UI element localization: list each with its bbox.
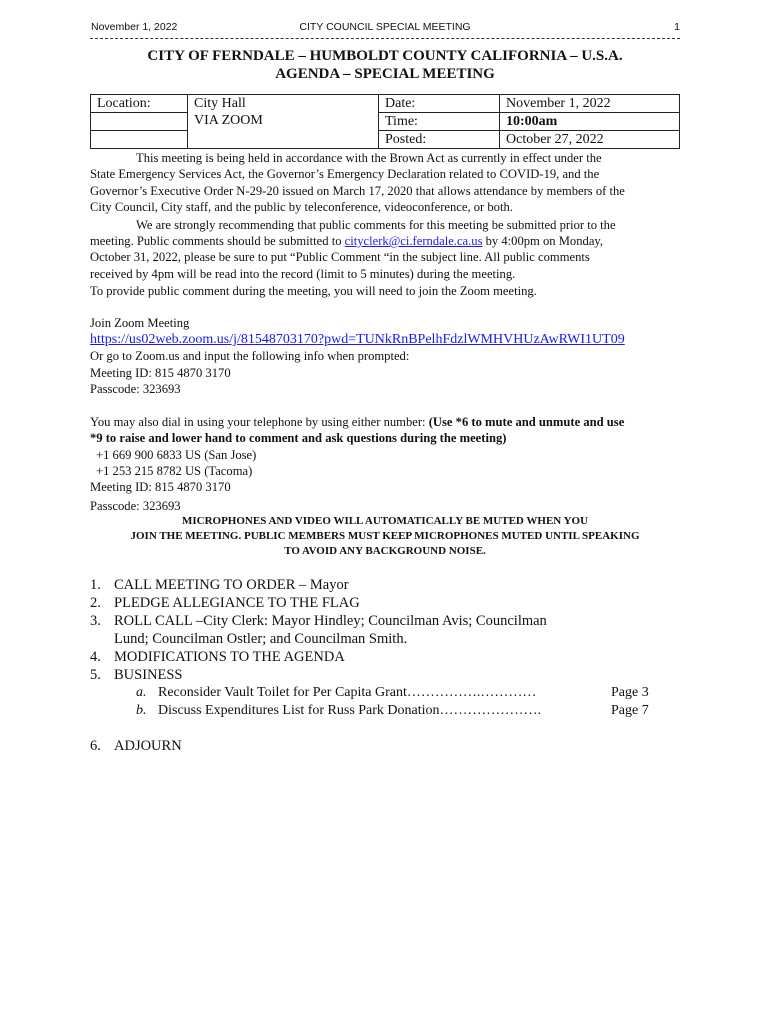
intro-p2-line-2-pre: meeting. Public comments should be submitted to <box>90 234 345 248</box>
intro-p2-line-5: To provide public comment during the meeting, you will need to join the Zoom meeting. <box>90 284 537 298</box>
document-title: CITY OF FERNDALE – HUMBOLDT COUNTY CALIFORNIA – U.S.A. <box>147 48 623 64</box>
phone-number-tacoma: +1 253 215 8782 US (Tacoma) <box>96 464 253 478</box>
intro-p2-line-2-post: by 4:00pm on Monday, <box>482 234 604 248</box>
agenda-item-2 <box>90 594 360 612</box>
posted-label: Posted: <box>379 131 500 149</box>
business-item-letter: b. <box>136 703 147 718</box>
clerk-email-link[interactable]: cityclerk@ci.ferndale.ca.us <box>344 234 483 248</box>
zoom-meeting-link[interactable]: https://us02web.zoom.us/j/81548703170?pwd=TUNkRnBPelhFdzlWMHVHUzAwRWI1UT09 <box>90 332 625 347</box>
intro-p2-line-1: We are strongly recommending that public comments for this meeting be submitted prior to the <box>136 218 616 232</box>
phone-number-san-jose: +1 669 900 6833 US (San Jose) <box>96 448 257 462</box>
meeting-details-table <box>90 94 680 149</box>
agenda-item-6 <box>90 737 182 755</box>
phone-instructions-bold: (Use *6 to mute and unmute and use <box>428 415 625 429</box>
time-value: 10:00am <box>500 113 680 131</box>
agenda-item-text: PLEDGE ALLEGIANCE TO THE FLAG <box>114 595 360 611</box>
agenda-item-text: ROLL CALL –City Clerk: Mayor Hindley; Councilman Avis; Councilman <box>114 613 547 629</box>
header-date: November 1, 2022 <box>91 21 178 33</box>
date-label: Date: <box>379 95 500 113</box>
document-subtitle: AGENDA – SPECIAL MEETING <box>275 66 495 82</box>
intro-p2-line-2 <box>90 233 603 249</box>
header-page-number: 1 <box>674 21 680 33</box>
agenda-item-number: 2. <box>90 595 101 611</box>
intro-p2-line-4: received by 4pm will be read into the record (limit to 5 minutes) during the meeting. <box>90 267 516 281</box>
intro-p1-line-2: State Emergency Services Act, the Governor’s Emergency Declaration related to COVID-19, and the <box>90 167 600 181</box>
location-blank-cell-1 <box>91 113 188 131</box>
intro-p1-line-4: City Council, City staff, and the public by teleconference, videoconference, or both. <box>90 200 513 214</box>
business-item-b-page: Page 7 <box>611 703 649 718</box>
zoom-alt-instructions: Or go to Zoom.us and input the following info when prompted: <box>90 349 410 363</box>
agenda-item-text: ADJOURN <box>114 738 182 754</box>
time-label: Time: <box>379 113 500 131</box>
date-value: November 1, 2022 <box>500 95 680 113</box>
agenda-item-text: CALL MEETING TO ORDER – Mayor <box>114 577 349 593</box>
intro-p1-line-3: Governor’s Executive Order N-29-20 issued on March 17, 2020 that allows attendance by members of the <box>90 184 625 198</box>
mute-notice-line-2: JOIN THE MEETING. PUBLIC MEMBERS MUST KEEP MICROPHONES MUTED UNTIL SPEAKING <box>130 530 640 542</box>
zoom-heading: Join Zoom Meeting <box>90 316 190 330</box>
zoom-meeting-id: Meeting ID: 815 4870 3170 <box>90 366 231 380</box>
agenda-item-3 <box>90 612 547 630</box>
agenda-item-number: 3. <box>90 613 101 629</box>
business-item-b <box>136 702 541 720</box>
header-divider <box>90 38 680 39</box>
phone-line-2: *9 to raise and lower hand to comment and ask questions during the meeting) <box>90 431 507 445</box>
location-line-1: City Hall <box>194 96 246 111</box>
agenda-item-number: 4. <box>90 649 101 665</box>
phone-passcode: Passcode: 323693 <box>90 499 181 513</box>
mute-notice-line-3: TO AVOID ANY BACKGROUND NOISE. <box>284 545 486 557</box>
business-item-a <box>136 684 536 702</box>
agenda-item-number: 1. <box>90 577 101 593</box>
agenda-item-4 <box>90 648 345 666</box>
business-item-a-page: Page 3 <box>611 685 649 700</box>
agenda-item-text: MODIFICATIONS TO THE AGENDA <box>114 649 345 665</box>
business-item-text: Discuss Expenditures List for Russ Park Donation…………………. <box>158 703 542 718</box>
phone-line-1 <box>90 414 624 430</box>
phone-intro-text: You may also dial in using your telephone by using either number: <box>90 415 429 429</box>
agenda-item-text: BUSINESS <box>114 667 183 683</box>
agenda-item-3-continued: Lund; Councilman Ostler; and Councilman Smith. <box>114 631 408 647</box>
zoom-link-line <box>90 331 625 348</box>
location-line-2: VIA ZOOM <box>194 113 263 128</box>
zoom-passcode: Passcode: 323693 <box>90 382 181 396</box>
intro-p2-line-3: October 31, 2022, please be sure to put “Public Comment “in the subject line. All public comments <box>90 250 590 264</box>
agenda-item-5 <box>90 666 183 684</box>
agenda-item-number: 5. <box>90 667 101 683</box>
agenda-item-1 <box>90 576 349 594</box>
agenda-item-number: 6. <box>90 738 101 754</box>
posted-value: October 27, 2022 <box>500 131 680 149</box>
intro-p1-line-1: This meeting is being held in accordance with the Brown Act as currently in effect under the <box>136 151 602 165</box>
phone-meeting-id: Meeting ID: 815 4870 3170 <box>90 480 231 494</box>
mute-notice-line-1: MICROPHONES AND VIDEO WILL AUTOMATICALLY BE MUTED WHEN YOU <box>181 515 589 527</box>
business-item-text: Reconsider Vault Toilet for Per Capita Grant…………….………… <box>158 685 537 700</box>
location-blank-cell-2 <box>91 131 188 149</box>
business-item-letter: a. <box>136 685 147 700</box>
header-title: CITY COUNCIL SPECIAL MEETING <box>299 21 471 33</box>
location-label: Location: <box>91 95 188 113</box>
location-value <box>188 95 379 149</box>
